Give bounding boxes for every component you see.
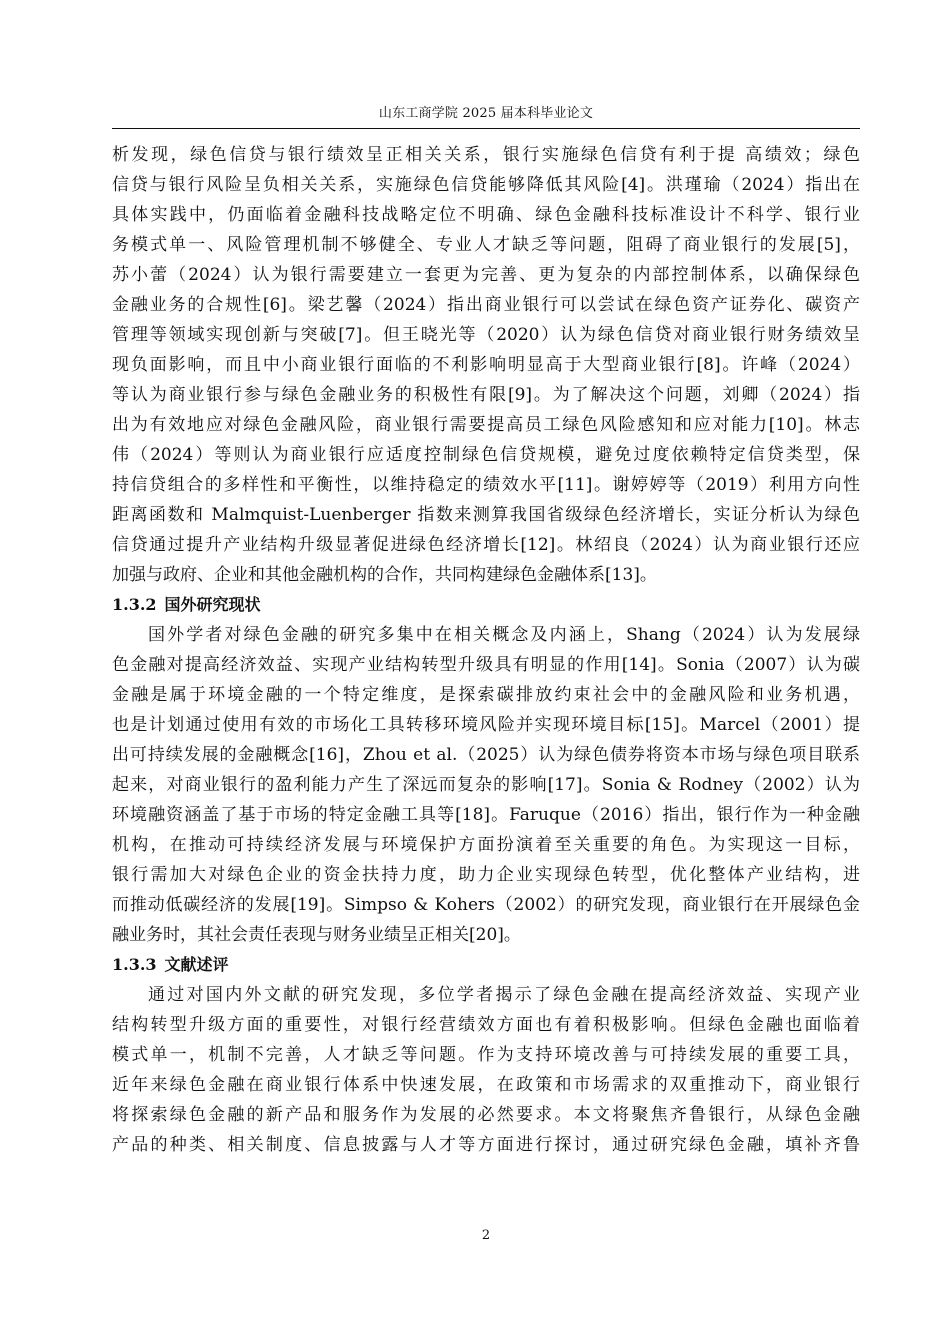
- text-line: 持信贷组合的多样性和平衡性，以维持稳定的绩效水平[11]。谢婷婷等（2019）利用方向性: [112, 475, 860, 495]
- text-line: 具体实践中，仍面临着金融科技战略定位不明确、绿色金融科技标准设计不科学、银行业: [112, 205, 860, 225]
- text-line: 金融业务的合规性[6]。梁艺馨（2024）指出商业银行可以尝试在绿色资产证券化、碳资产: [112, 295, 860, 315]
- text-line: 环境融资涵盖了基于市场的特定金融工具等[18]。Faruque（2016）指出，银行作为一种金融: [112, 805, 860, 825]
- paragraph-domestic-research: [112, 140, 860, 590]
- section-title: 文献述评: [164, 955, 229, 974]
- header-rule: [112, 128, 860, 129]
- paragraph-foreign-research: [112, 620, 860, 950]
- text-line: 国外学者对绿色金融的研究多集中在相关概念及内涵上，Shang（2024）认为发展绿: [148, 625, 860, 645]
- text-line: 色金融对提高经济效益、实现产业结构转型升级具有明显的作用[14]。Sonia（2007）认为碳: [112, 655, 860, 675]
- running-header: 山东工商学院 2025 届本科毕业论文: [378, 106, 594, 121]
- text-line: 银行需加大对绿色企业的资金扶持力度，助力企业实现绿色转型，优化整体产业结构，进: [112, 865, 860, 885]
- text-line: 而推动低碳经济的发展[19]。Simpso & Kohers（2002）的研究发现，商业银行在开展绿色金: [112, 895, 860, 915]
- text-line: 模式单一，机制不完善，人才缺乏等问题。作为支持环境改善与可持续发展的重要工具，: [112, 1045, 860, 1065]
- text-line: 融业务时，其社会责任表现与财务业绩呈正相关[20]。: [112, 925, 521, 945]
- text-line: 管理等领域实现创新与突破[7]。但王晓光等（2020）认为绿色信贷对商业银行财务绩效呈: [112, 325, 860, 345]
- text-line: 将探索绿色金融的新产品和服务作为发展的必然要求。本文将聚焦齐鲁银行，从绿色金融: [112, 1105, 860, 1125]
- text-line: 起来，对商业银行的盈利能力产生了深远而复杂的影响[17]。Sonia & Rodney（2002）认为: [112, 775, 860, 795]
- text-line: 伟（2024）等则认为商业银行应适度控制绿色信贷规模，避免过度依赖特定信贷类型，保: [112, 445, 860, 465]
- text-line: 产品的种类、相关制度、信息披露与人才等方面进行探讨，通过研究绿色金融，填补齐鲁: [112, 1135, 860, 1155]
- text-line: 现负面影响，而且中小商业银行面临的不利影响明显高于大型商业银行[8]。许峰（2024）: [112, 355, 860, 375]
- text-line: 出为有效地应对绿色金融风险，商业银行需要提高员工绿色风险感知和应对能力[10]。林志: [112, 415, 860, 435]
- text-line: 出可持续发展的金融概念[16]，Zhou et al.（2025）认为绿色债券将资本市场与绿色项目联系: [112, 745, 860, 765]
- section-heading-1-3-2: [112, 590, 860, 620]
- text-line: 信贷与银行风险呈负相关关系，实施绿色信贷能够降低其风险[4]。洪瑾瑜（2024）指出在: [112, 175, 860, 195]
- text-line: 金融是属于环境金融的一个特定维度，是探索碳排放约束社会中的金融风险和业务机遇，: [112, 685, 860, 705]
- text-line: 析发现，绿色信贷与银行绩效呈正相关关系，银行实施绿色信贷有利于提 高绩效；绿色: [112, 145, 860, 165]
- section-heading-1-3-3: [112, 950, 860, 980]
- text-line: 务模式单一、风险管理机制不够健全、专业人才缺乏等问题，阻碍了商业银行的发展[5]，: [112, 235, 860, 255]
- section-number: 1.3.3: [112, 955, 157, 974]
- section-title: 国外研究现状: [164, 595, 261, 614]
- text-line: 通过对国内外文献的研究发现，多位学者揭示了绿色金融在提高经济效益、实现产业: [148, 985, 860, 1005]
- page-number: 2: [481, 1228, 491, 1243]
- section-number: 1.3.2: [112, 595, 157, 614]
- paragraph-literature-review: [112, 980, 860, 1160]
- text-line: 也是计划通过使用有效的市场化工具转移环境风险并实现环境目标[15]。Marcel（2001）提: [112, 715, 860, 735]
- text-line: 等认为商业银行参与绿色金融业务的积极性有限[9]。为了解决这个问题，刘卿（2024）指: [112, 385, 860, 405]
- text-line: 加强与政府、企业和其他金融机构的合作，共同构建绿色金融体系[13]。: [112, 565, 657, 585]
- text-line: 机构，在推动可持续经济发展与环境保护方面扮演着至关重要的角色。为实现这一目标，: [112, 835, 860, 855]
- text-line: 信贷通过提升产业结构升级显著促进绿色经济增长[12]。林绍良（2024）认为商业银行还应: [112, 535, 860, 555]
- text-line: 距离函数和 Malmquist-Luenberger 指数来测算我国省级绿色经济增长，实证分析认为绿色: [112, 505, 860, 525]
- text-line: 近年来绿色金融在商业银行体系中快速发展，在政策和市场需求的双重推动下，商业银行: [112, 1075, 860, 1095]
- text-line: 苏小蕾（2024）认为银行需要建立一套更为完善、更为复杂的内部控制体系，以确保绿色: [112, 265, 860, 285]
- document-body: [112, 140, 860, 1160]
- text-line: 结构转型升级方面的重要性，对银行经营绩效方面也有着积极影响。但绿色金融也面临着: [112, 1015, 860, 1035]
